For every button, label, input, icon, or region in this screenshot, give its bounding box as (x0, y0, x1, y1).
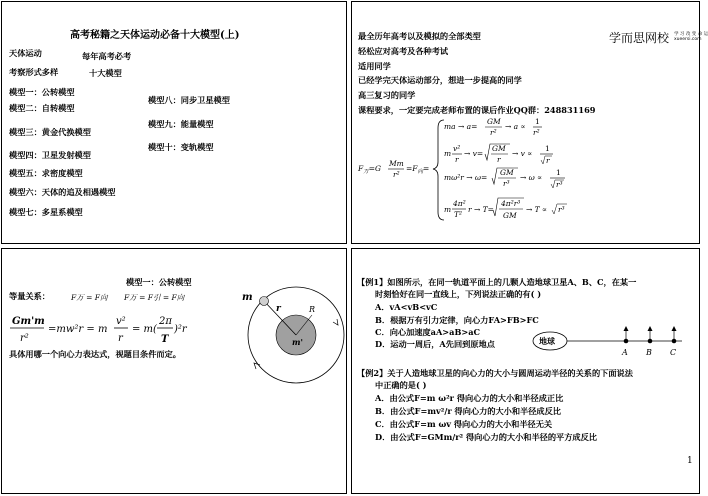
earth-label: 地球 (539, 336, 555, 346)
svg-text:→ T ∝: → T ∝ (526, 205, 548, 214)
example1-tag: 【例1】 (357, 277, 388, 287)
orbit-diagram (234, 279, 344, 399)
svg-text:m: m (444, 149, 452, 158)
example1-question: 【例1】如图所示，在同一轨道平面上的几颗人造地球卫星A、B、C，在某一 (357, 277, 637, 287)
model-item: 模型十：变轨模型 (148, 142, 214, 152)
example2-question: 【例2】关于人造地球卫星的向心力的大小与圆周运动半径的关系的下面说法 (357, 368, 633, 378)
svg-text:v²: v² (453, 144, 461, 153)
svg-text:r: r (546, 156, 550, 165)
svg-text:4π²: 4π² (453, 199, 466, 208)
example2-option: B．由公式F=mv²/r 得向心力的大小和半径成反比 (375, 406, 561, 416)
svg-text:=mw²r = m: =mw²r = m (48, 324, 108, 335)
svg-text:Mm: Mm (389, 159, 404, 168)
info-line: 最全历年高考以及模拟的全部类型 (358, 31, 481, 41)
tag-topic: 天体运动 (9, 48, 42, 58)
model-title: 模型一：公转模型 (126, 277, 192, 287)
example1-option: C．向心加速度aA>aB>aC (375, 327, 481, 337)
page-number: 1 (687, 456, 693, 466)
example2-tag: 【例2】 (357, 368, 388, 378)
svg-text:Gm'm: Gm'm (12, 316, 45, 327)
svg-text:1: 1 (556, 168, 561, 177)
info-line: 轻松应对高考及各种考试 (358, 46, 449, 56)
label-m: m (242, 292, 253, 303)
info-line: 适用同学 (358, 61, 391, 71)
svg-text:r³: r³ (503, 179, 510, 188)
svg-text:T: T (161, 334, 169, 345)
label-R: R (309, 305, 316, 314)
svg-text:4π²r³: 4π²r³ (501, 199, 521, 208)
svg-text:→ v ∝: → v ∝ (512, 149, 533, 158)
equivalence-eq1: F万 = F向 (71, 293, 108, 302)
model-item: 模型五：求密度模型 (9, 168, 83, 178)
svg-text:r³: r³ (558, 205, 565, 214)
example2-option: C．由公式F=m ωv 得向心力的大小和半径无关 (375, 419, 553, 429)
svg-text:= m(: = m( (132, 324, 157, 335)
model-item: 模型三：黄金代换模型 (9, 127, 91, 137)
svg-text:r³: r³ (556, 180, 563, 189)
example1-option: A．vA<vB<vC (375, 302, 438, 312)
svg-text:r²: r² (490, 128, 497, 137)
example1-question-cont: 时刻恰好在同一直线上，下列说法正确的有( ) (375, 289, 542, 299)
note: 具体用哪一个向心力表达式，视题目条件而定。 (9, 349, 181, 359)
tag-form: 考察形式多样 (9, 67, 59, 77)
svg-text:r²: r² (393, 170, 400, 179)
svg-text:GM: GM (492, 144, 506, 153)
page-title: 高考秘籍之天体运动必备十大模型(上) (70, 30, 240, 41)
label-r: r (276, 304, 281, 314)
model-item: 模型二：自转模型 (9, 103, 75, 113)
svg-text:→ v=: → v= (464, 149, 484, 158)
label-center-mass: m' (292, 337, 303, 347)
svg-text:=F向=: $=F_向=$ (406, 164, 430, 175)
point-label: B (646, 348, 652, 357)
svg-text:m: m (444, 205, 452, 214)
equivalence-label: 等量关系： (9, 291, 50, 301)
tag-form-desc: 十大模型 (89, 68, 122, 78)
svg-text:ma → a=: ma → a= (444, 122, 478, 131)
svg-text:→ ω ∝: → ω ∝ (520, 173, 543, 182)
satellite-diagram (532, 311, 692, 363)
panel-course-info (351, 1, 708, 244)
panel-examples (351, 248, 700, 494)
svg-text:v²: v² (116, 316, 126, 327)
svg-text:r²: r² (533, 128, 540, 137)
svg-text:GM: GM (500, 168, 514, 177)
svg-text:T²: T² (454, 210, 463, 219)
svg-text:2π: 2π (159, 316, 172, 327)
svg-text:r → T=: r → T= (468, 205, 494, 214)
model-item: 模型九：能量模型 (148, 119, 214, 129)
svg-text:1: 1 (545, 144, 550, 153)
svg-text:r: r (118, 333, 123, 344)
svg-text:GM: GM (487, 117, 501, 126)
model-item: 模型八：同步卫星模型 (148, 95, 230, 105)
point-label: C (670, 348, 677, 357)
model-item: 模型六：天体的追及相遇模型 (9, 187, 116, 197)
formula-system (352, 114, 697, 228)
example2-option: A．由公式F=m ω²r 得向心力的大小和半径成正比 (375, 393, 564, 403)
logo-text: 学而思网校 (609, 31, 670, 45)
equivalence-eq2: F万 = F引 = F向 (124, 293, 185, 302)
example1-option: B．根据万有引力定律，向心力FA>FB>FC (375, 315, 539, 325)
svg-text:1: 1 (535, 117, 540, 126)
course-requirement: 课程要求，一定要完成老师布置的课后作业QQ群：248831169 (358, 105, 596, 115)
qq-number: 248831169 (544, 105, 596, 115)
panel-course-overview (1, 1, 347, 244)
logo-subtext: 学 习 改 变 命 运 xueersi.com (674, 32, 708, 43)
model-item: 模型一：公转模型 (9, 87, 75, 97)
point-label: A (622, 348, 628, 357)
svg-text:mω²r → ω=: mω²r → ω= (444, 173, 488, 182)
tag-topic-desc: 每年高考必考 (82, 51, 132, 61)
svg-text:r: r (455, 155, 459, 164)
panel-model-one (1, 248, 347, 494)
info-line: 已经学完天体运动部分，想进一步提高的同学 (358, 75, 522, 85)
example2-option: D．由公式F=GMm/r² 得向心力的大小和半径的平方成反比 (375, 432, 597, 442)
svg-text:GM: GM (503, 211, 517, 220)
svg-text:F万=G: $F_万=G$ (358, 164, 382, 175)
model-item: 模型四：卫星发射模型 (9, 150, 91, 160)
svg-text:→ a ∝: → a ∝ (505, 122, 526, 131)
example2-question-cont: 中正确的是( ) (375, 380, 427, 390)
svg-text:r: r (497, 155, 501, 164)
info-line: 高三复习的同学 (358, 90, 416, 100)
svg-text:r²: r² (20, 333, 29, 344)
svg-text:)²r: )²r (174, 324, 187, 335)
model-item: 模型七：多星系模型 (9, 207, 83, 217)
example1-option: D．运动一周后，A先回到原地点 (375, 339, 495, 349)
